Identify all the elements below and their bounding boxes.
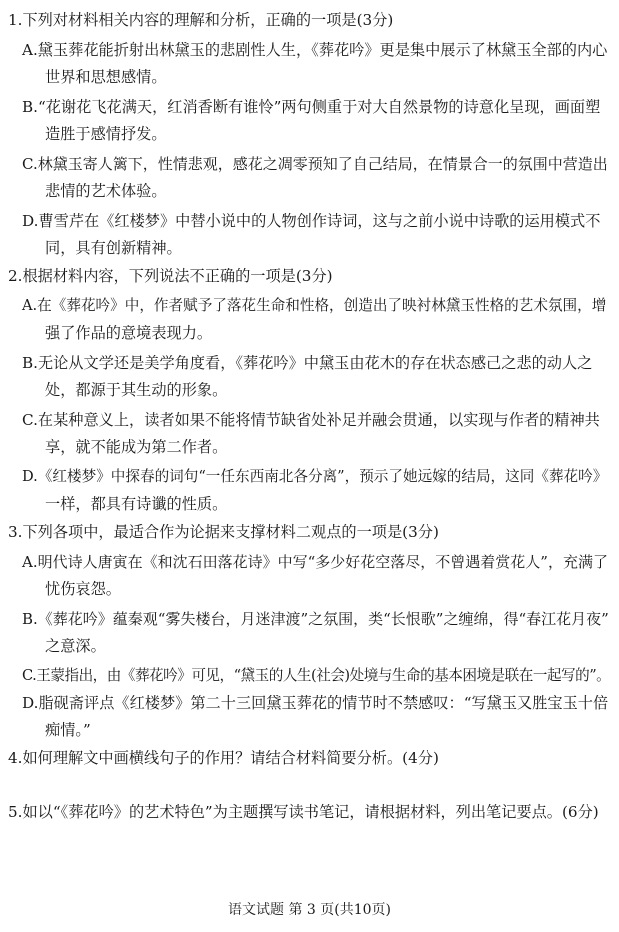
question-3-option-b-cont: 之意深。: [45, 637, 106, 655]
question-1-option-c: C.林黛玉寄人篱下，性情悲观，感花之凋零预知了自己结局，在情景合一的氛围中营造出: [22, 155, 608, 173]
question-1-option-b: B.“花谢花飞花满天，红消香断有谁怜”两句侧重于对大自然景物的诗意化呈现，画面塑: [22, 98, 601, 116]
question-3-option-d-cont: 痴情。”: [45, 721, 91, 739]
question-2-option-a: A.在《葬花吟》中，作者赋予了落花生命和性格，创造出了映衬林黛玉性格的艺术氛围，增: [22, 297, 607, 314]
question-1-option-a-cont: 世界和思想感情。: [45, 68, 167, 86]
question-2-option-c: C.在某种意义上，读者如果不能将情节缺省处补足并融会贯通，以实现与作者的精神共: [22, 411, 600, 429]
question-1-stem: 1.下列对材料相关内容的理解和分析，正确的一项是(3分): [8, 11, 394, 29]
question-3-option-a: A.明代诗人唐寅在《和沈石田落花诗》中写“多少好花空落尽，不曾遇着赏花人”，充满了: [22, 553, 608, 571]
question-1-option-c-cont: 悲情的艺术体验。: [45, 182, 167, 200]
question-1-option-d: D.曹雪芹在《红楼梦》中替小说中的人物创作诗词，这与之前小说中诗歌的运用模式不: [22, 212, 601, 230]
question-1-option-a: A.黛玉葬花能折射出林黛玉的悲剧性人生，《葬花吟》更是集中展示了林黛玉全部的内心: [22, 41, 608, 59]
question-2-option-d-cont: 一样，都具有诗谶的性质。: [45, 495, 228, 513]
question-2-stem: 2.根据材料内容，下列说法不正确的一项是(3分): [8, 267, 333, 285]
question-4-stem: 4.如何理解文中画横线句子的作用？请结合材料简要分析。(4分): [8, 749, 439, 767]
question-1-option-d-cont: 同，具有创新精神。: [45, 239, 182, 257]
question-1-option-b-cont: 造胜于感情抒发。: [45, 125, 167, 143]
question-3-option-b: B.《葬花吟》蕴秦观“雾失楼台，月迷津渡”之氛围，类“长恨歌”之缠绵，得“春江花月夜”: [22, 610, 609, 628]
question-2-option-b: B.无论从文学还是美学角度看，《葬花吟》中黛玉由花木的存在状态感己之悲的动人之: [22, 354, 593, 372]
page-footer: 语文试题 第 3 页(共10页): [228, 902, 391, 918]
question-2-option-c-cont: 享，就不能成为第二作者。: [45, 438, 228, 456]
question-3-option-a-cont: 忧伤哀怨。: [45, 580, 121, 598]
question-3-stem: 3.下列各项中，最适合作为论据来支撑材料二观点的一项是(3分): [8, 523, 439, 541]
question-3-option-c: C.王蒙指出，由《葬花吟》可见，“黛玉的人生(社会)处境与生命的基本困境是联在一起写的”。: [22, 667, 611, 684]
question-3-option-d: D.脂砚斋评点《红楼梦》第二十三回黛玉葬花的情节时不禁感叹：“写黛玉又胜宝玉十倍: [22, 694, 609, 712]
question-2-option-b-cont: 处，都源于其生动的形象。: [45, 381, 228, 399]
question-2-option-a-cont: 强了作品的意境表现力。: [45, 324, 213, 342]
question-5-stem: 5.如以“《葬花吟》的艺术特色”为主题撰写读书笔记，请根据材料，列出笔记要点。(6分): [8, 803, 599, 821]
question-2-option-d: D.《红楼梦》中探春的词句“一任东西南北各分离”，预示了她远嫁的结局，这同《葬花吟》: [22, 468, 608, 485]
